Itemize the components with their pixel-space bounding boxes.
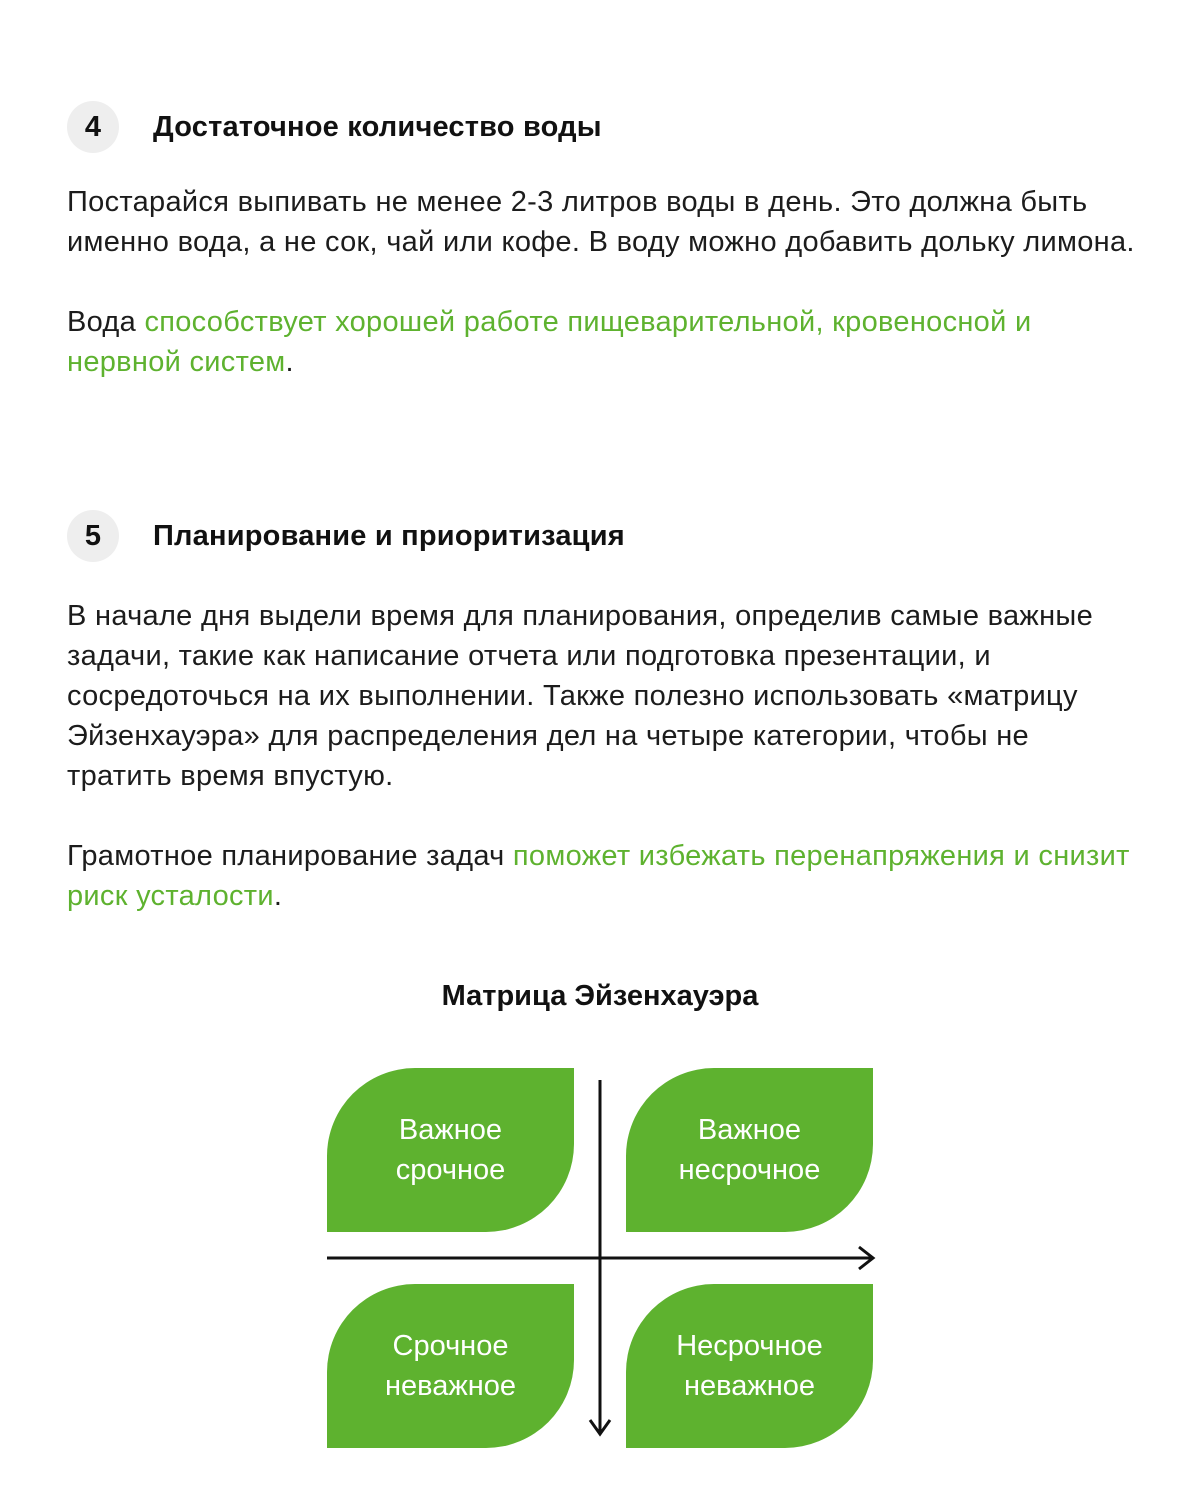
highlight-text: способствует хорошей работе пищеварительной, кровеносной и нервной систем: [67, 306, 1032, 378]
quadrant-label-line: Несрочное: [676, 1330, 823, 1362]
section-paragraph: Постарайся выпивать не менее 2-3 литров воды в день. Это должна быть именно вода, а не сок, чай или кофе. В воду можно добавить дольку лимона.: [67, 186, 1135, 258]
section-title: Планирование и приоритизация: [153, 519, 625, 552]
section-paragraph-highlight: [67, 836, 1137, 916]
paragraph-text: Грамотное планирование задач: [67, 840, 513, 872]
section-paragraph-highlight: [67, 302, 1137, 382]
paragraph-text: Вода: [67, 306, 145, 338]
section-header: [67, 101, 1137, 153]
section-planning: [67, 510, 1137, 916]
quadrant-label-line: неважное: [384, 1370, 517, 1402]
highlight-text: поможет избежать перенапряжения и снизит риск усталости: [67, 840, 1130, 912]
eisenhower-matrix: [327, 1068, 877, 1448]
paragraph-text: .: [285, 346, 294, 378]
section-paragraph: В начале дня выдели время для планирования, определив самые важные задачи, такие как написание отчета или подготовка презентации, и сосредоточься на их выполнении. Также полезно использовать «матрицу Эйзенхауэра» для распределения дел на четыре категории, чтобы не тратить время впустую.: [67, 600, 1094, 792]
matrix-title: Матрица Эйзенхауэра: [441, 980, 759, 1012]
matrix-axes: [327, 1068, 877, 1448]
section-water: [67, 101, 1137, 382]
section-title: Достаточное количество воды: [153, 110, 602, 143]
section-number-badge: 5: [67, 510, 119, 562]
quadrant-label-line: Важное: [697, 1114, 802, 1146]
section-number-badge: 4: [67, 101, 119, 153]
quadrant-label-line: Важное: [398, 1114, 503, 1146]
paragraph-text: .: [273, 880, 283, 912]
section-header: [67, 510, 1137, 562]
quadrant-label-line: срочное: [395, 1154, 506, 1186]
quadrant-label-line: неважное: [683, 1370, 815, 1402]
quadrant-label-line: несрочное: [678, 1154, 821, 1186]
quadrant-label-line: Срочное: [392, 1330, 509, 1362]
